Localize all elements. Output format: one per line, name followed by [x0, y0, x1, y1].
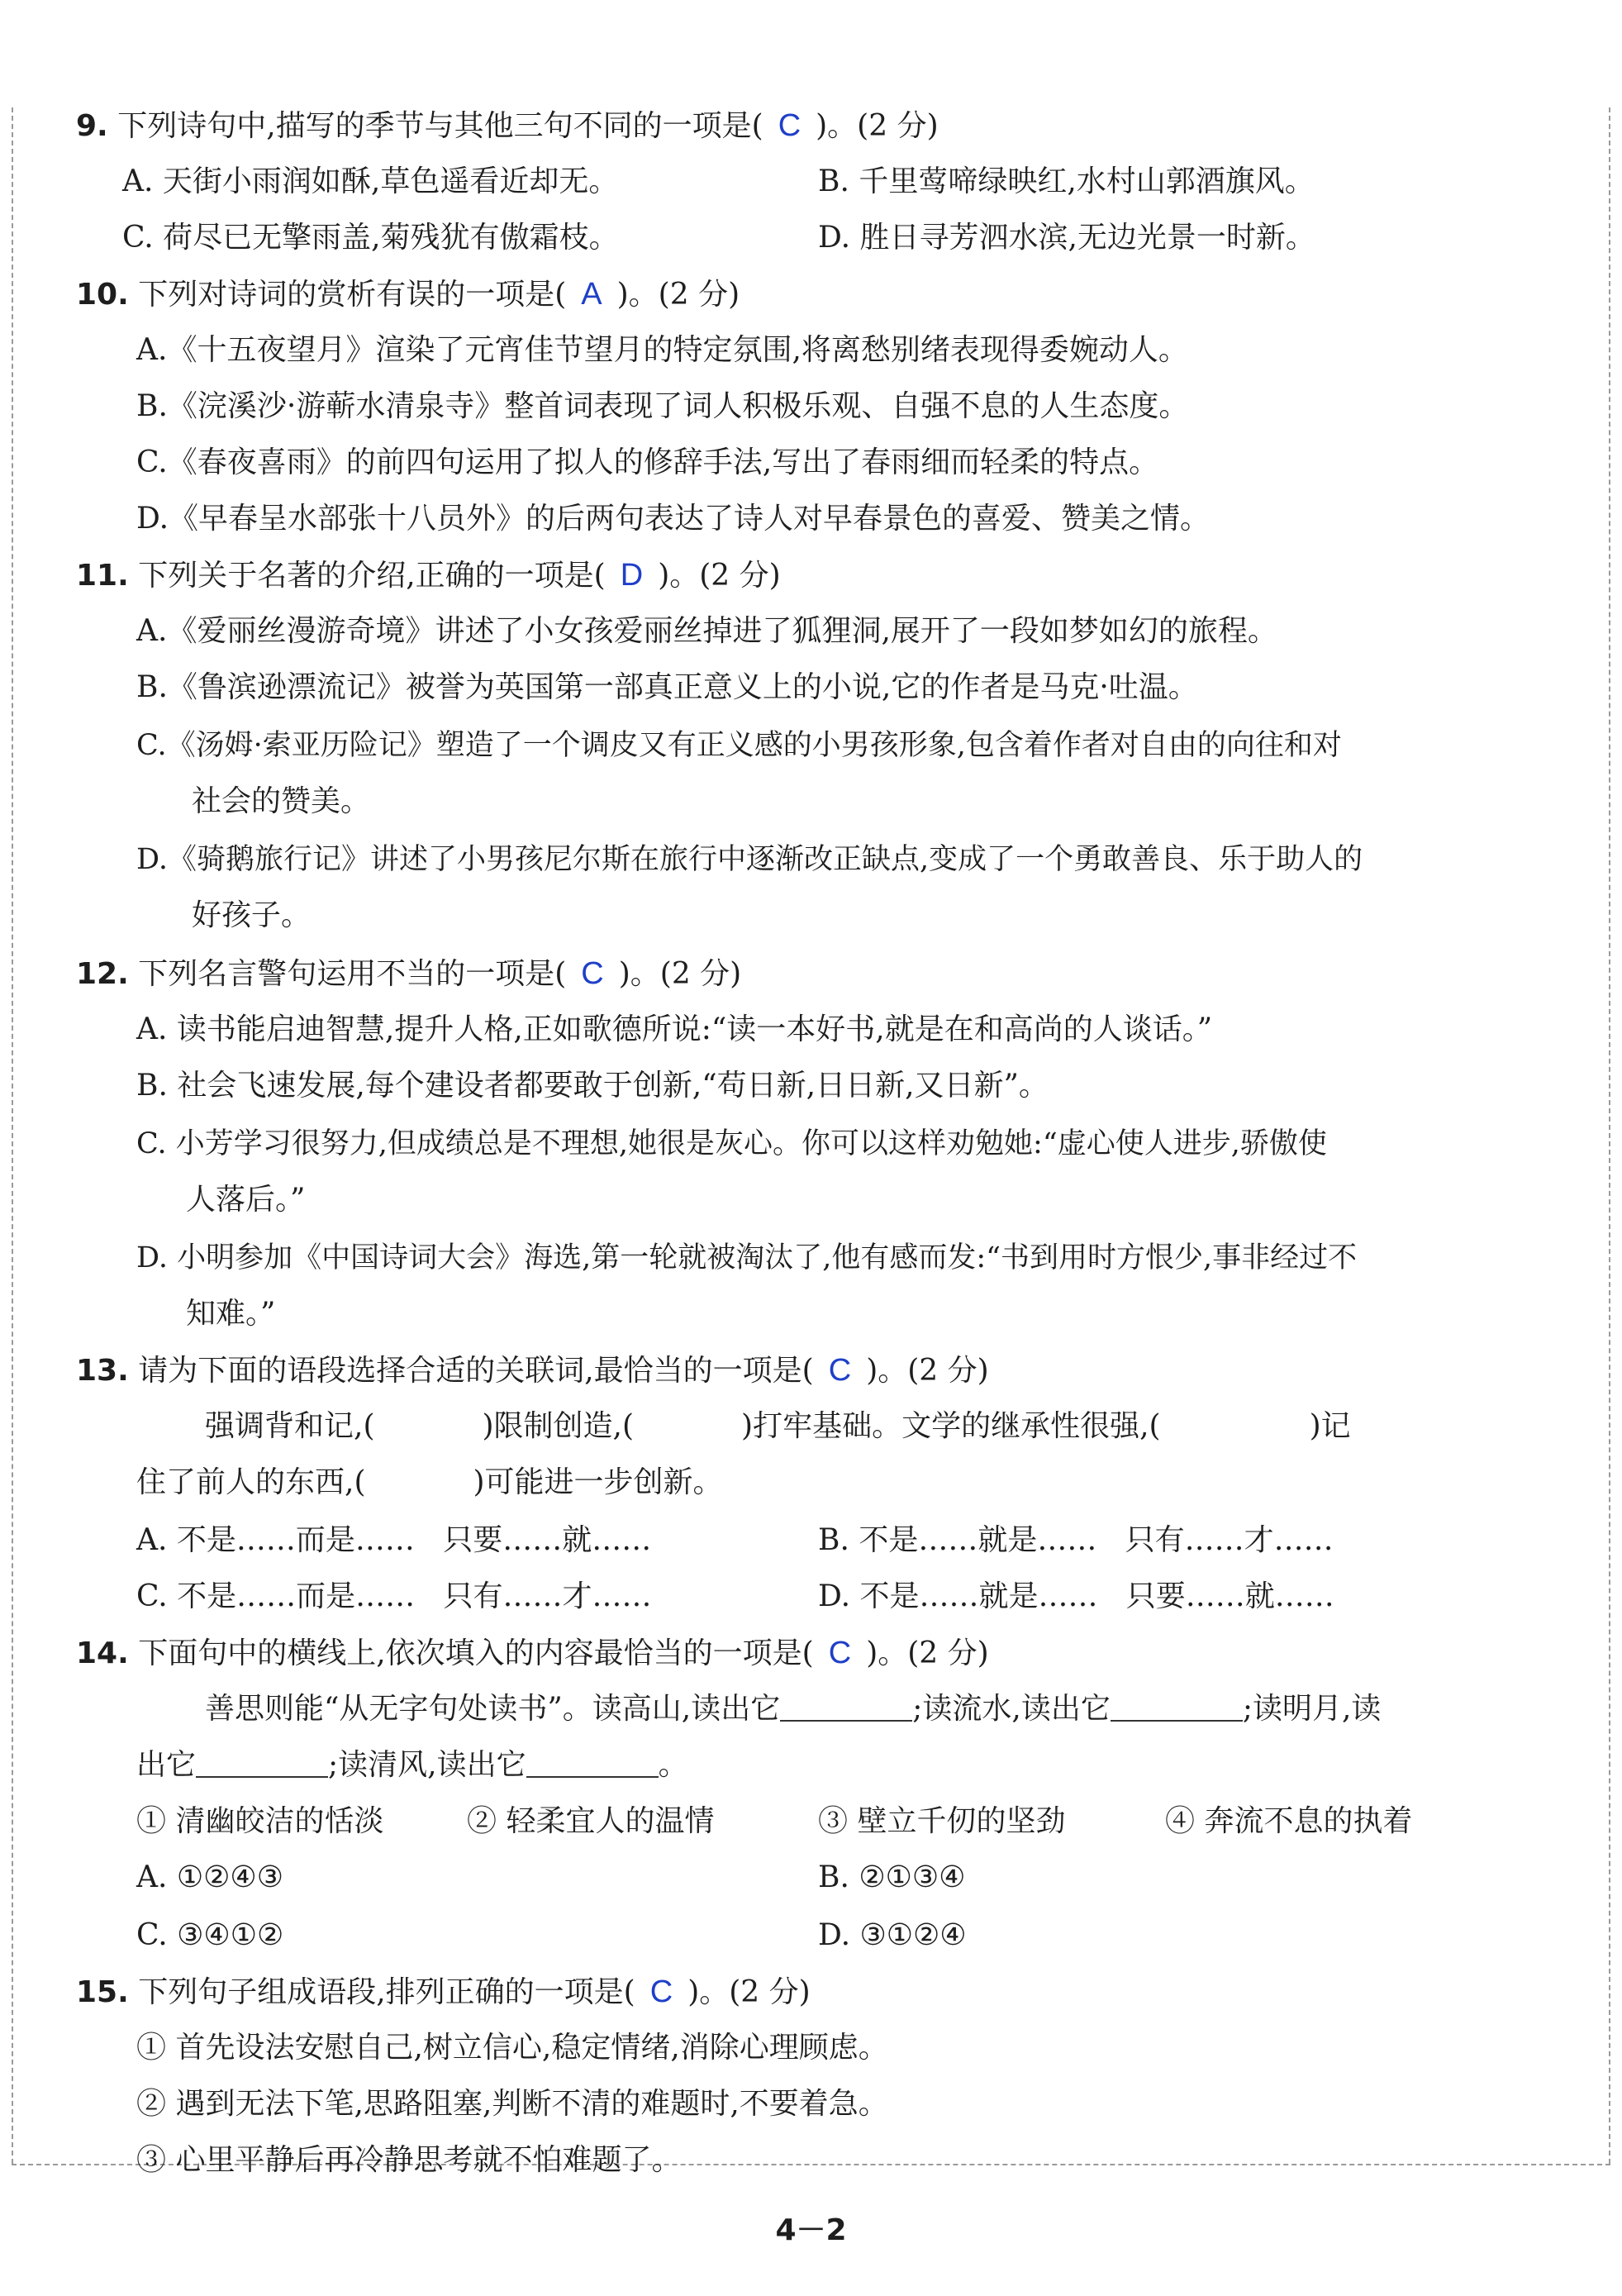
- passage-line-2: 住了前人的东西,( )可能进一步创新。: [136, 1465, 723, 1499]
- option-b: B. ②①③④: [818, 1860, 966, 1894]
- fill-blank: [196, 1748, 328, 1778]
- question-number: 9.: [76, 109, 108, 143]
- option-a: A. 读书能启迪智慧,提升人格,正如歌德所说:“读一本好书,就是在和高尚的人谈话。”: [136, 1012, 1213, 1046]
- option-c: C. 荷尽已无擎雨盖,菊残犹有傲霜枝。: [122, 221, 619, 255]
- answer-mark: C: [778, 108, 801, 143]
- sentence-1: ① 首先设法安慰自己,树立信心,稳定情绪,消除心理顾虑。: [136, 2031, 888, 2065]
- option-d: D. 不是……就是…… 只要……就……: [818, 1579, 1334, 1613]
- option-a: A. ①②④③: [136, 1860, 283, 1894]
- question-number: 14.: [76, 1636, 129, 1670]
- left-dashed-border: [12, 107, 13, 2164]
- answer-mark: C: [828, 1353, 852, 1388]
- option-c: C. 不是……而是…… 只有……才……: [136, 1579, 652, 1613]
- option-a: A. 天街小雨润如酥,草色遥看近却无。: [122, 164, 619, 198]
- question-number: 11.: [76, 559, 129, 593]
- option-d-continued: 知难。”: [186, 1297, 276, 1331]
- option-d-continued: 好孩子。: [192, 898, 312, 932]
- passage-line-1: 强调背和记,( )限制创造,( )打牢基础。文学的继承性很强,( )记: [205, 1409, 1351, 1443]
- sentence-2: ② 遇到无法下笔,思路阻塞,判断不清的难题时,不要着急。: [136, 2087, 888, 2121]
- option-b: B.《浣溪沙·游蕲水清泉寺》整首词表现了词人积极乐观、自强不息的人生态度。: [136, 389, 1189, 423]
- option-d: D.《骑鹅旅行记》讲述了小男孩尼尔斯在旅行中逐渐改正缺点,变成了一个勇敢善良、乐于助人的: [136, 843, 1363, 876]
- answer-mark: D: [620, 558, 644, 593]
- answer-mark: C: [649, 1974, 673, 2009]
- page-number: 4－2: [775, 2213, 847, 2247]
- option-c: C. 小芳学习很努力,但成绩总是不理想,她很是灰心。你可以这样劝勉她:“虚心使人进步,骄傲使: [136, 1127, 1327, 1160]
- question-15-stem: 15. 下列句子组成语段,排列正确的一项是( C )。(2 分): [76, 1974, 811, 2009]
- right-dashed-border: [1609, 107, 1610, 2164]
- option-c: C. ③④①②: [136, 1918, 284, 1952]
- option-b: B. 社会飞速发展,每个建设者都要敢于创新,“苟日新,日日新,又日新”。: [136, 1069, 1049, 1103]
- option-a: A.《爱丽丝漫游奇境》讲述了小女孩爱丽丝掉进了狐狸洞,展开了一段如梦如幻的旅程。: [136, 614, 1277, 648]
- option-d: D. ③①②④: [818, 1918, 967, 1952]
- question-number: 15.: [76, 1975, 129, 2009]
- passage-line-1: 善思则能“从无字句处读书”。读高山,读出它 ;读流水,读出它 ;读明月,读: [205, 1692, 1382, 1726]
- answer-mark: C: [828, 1636, 852, 1670]
- option-c: C.《汤姆·索亚历险记》塑造了一个调皮又有正义感的小男孩形象,包含着作者对自由的向往和对: [136, 729, 1342, 762]
- choice-item-2: ② 轻柔宜人的温情: [467, 1804, 715, 1838]
- option-c-continued: 社会的赞美。: [192, 784, 371, 818]
- question-12-stem: 12. 下列名言警句运用不当的一项是( C )。(2 分): [76, 956, 742, 991]
- passage-line-2: 出它 ;读清风,读出它 。: [136, 1748, 688, 1782]
- fill-blank: [526, 1748, 659, 1778]
- answer-mark: A: [581, 277, 602, 312]
- option-d: D. 小明参加《中国诗词大会》海选,第一轮就被淘汰了,他有感而发:“书到用时方恨少,事非经过不: [136, 1241, 1358, 1274]
- question-14-stem: 14. 下面句中的横线上,依次填入的内容最恰当的一项是( C )。(2 分): [76, 1636, 989, 1670]
- option-b: B. 千里莺啼绿映红,水村山郭酒旗风。: [818, 164, 1315, 198]
- option-d: D. 胜日寻芳泗水滨,无边光景一时新。: [818, 221, 1315, 255]
- option-b: B. 不是……就是…… 只有……才……: [818, 1523, 1334, 1557]
- fill-blank: [1111, 1692, 1243, 1722]
- choice-item-1: ① 清幽皎洁的恬淡: [136, 1804, 384, 1838]
- question-10-stem: 10. 下列对诗词的赏析有误的一项是( A )。(2 分): [76, 277, 740, 312]
- option-a: A. 不是……而是…… 只要……就……: [136, 1523, 652, 1557]
- fill-blank: [780, 1692, 912, 1722]
- choice-item-4: ④ 奔流不息的执着: [1165, 1804, 1413, 1838]
- question-number: 13.: [76, 1354, 129, 1388]
- option-b: B.《鲁滨逊漂流记》被誉为英国第一部真正意义上的小说,它的作者是马克·吐温。: [136, 670, 1198, 704]
- question-number: 12.: [76, 957, 129, 991]
- option-c: C.《春夜喜雨》的前四句运用了拟人的修辞手法,写出了春雨细而轻柔的特点。: [136, 445, 1159, 479]
- sentence-3: ③ 心里平静后再冷静思考就不怕难题了。: [136, 2143, 682, 2177]
- question-9-stem: 9. 下列诗句中,描写的季节与其他三句不同的一项是( C )。(2 分): [76, 108, 939, 143]
- question-number: 10.: [76, 278, 129, 312]
- question-11-stem: 11. 下列关于名著的介绍,正确的一项是( D )。(2 分): [76, 558, 781, 593]
- choice-item-3: ③ 壁立千仞的坚劲: [818, 1804, 1066, 1838]
- answer-mark: C: [581, 956, 604, 991]
- question-13-stem: 13. 请为下面的语段选择合适的关联词,最恰当的一项是( C )。(2 分): [76, 1353, 989, 1388]
- option-d: D.《早春呈水部张十八员外》的后两句表达了诗人对早春景色的喜爱、赞美之情。: [136, 502, 1211, 536]
- option-c-continued: 人落后。”: [186, 1183, 306, 1217]
- option-a: A.《十五夜望月》渲染了元宵佳节望月的特定氛围,将离愁别绪表现得委婉动人。: [136, 333, 1188, 367]
